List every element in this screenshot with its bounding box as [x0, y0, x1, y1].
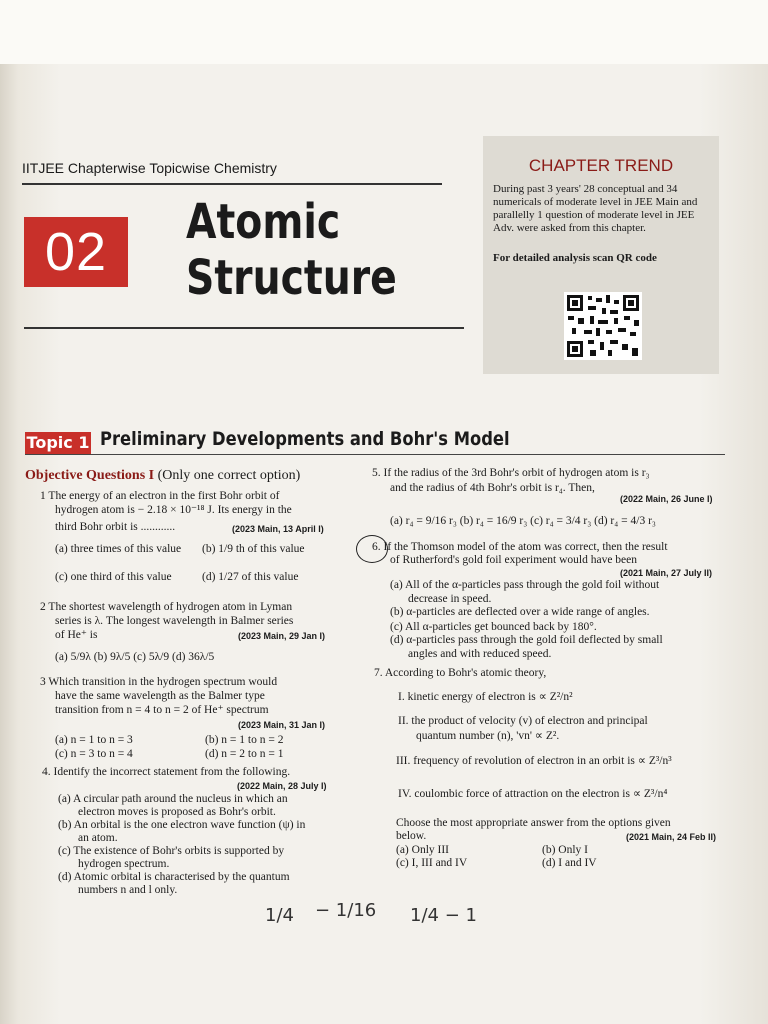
q7-statement-ii1: II. the product of velocity (v) of electron and principal — [398, 715, 648, 727]
q3-option-c: (c) n = 3 to n = 4 — [55, 748, 133, 760]
chapter-title-line2: Structure — [186, 250, 397, 306]
q1-line2: hydrogen atom is − 2.18 × 10⁻¹⁸ J. Its energy in the — [55, 504, 292, 516]
q7-statement-iii: III. frequency of revolution of electron in an orbit is ∝ Z³/n³ — [396, 755, 672, 767]
q3-line2: have the same wavelength as the Balmer type — [55, 690, 265, 702]
q2-options: (a) 5/9λ (b) 9λ/5 (c) 5λ/9 (d) 36λ/5 — [55, 651, 215, 663]
chapter-trend-heading: CHAPTER TREND — [528, 156, 674, 175]
q4-option-b1: (b) An orbital is the one electron wave function (ψ) in — [58, 819, 306, 831]
q7-statement-ii2: quantum number (n), 'vn' ∝ Z². — [416, 730, 560, 742]
q1-line3: third Bohr orbit is ............ — [55, 521, 176, 533]
q1-option-b: (b) 1/9 th of this value — [202, 543, 305, 555]
q6-option-a1: (a) All of the α-particles pass through the gold foil without — [390, 579, 660, 591]
q7-option-a: (a) Only III — [396, 844, 450, 856]
q1-option-d: (d) 1/27 of this value — [202, 571, 299, 583]
q4-option-a2: electron moves is proposed as Bohr's orbit. — [78, 806, 276, 818]
q2-line1: 2 The shortest wavelength of hydrogen atom in Lyman — [40, 601, 293, 613]
q6-option-c: (c) All α-particles get bounced back by 180°. — [390, 621, 597, 633]
q3-line1: 3 Which transition in the hydrogen spectrum would — [40, 676, 278, 688]
q7-option-d: (d) I and IV — [542, 857, 597, 869]
q6-option-b: (b) α-particles are deflected over a wide range of angles. — [390, 606, 650, 618]
chapter-title-line1: Atomic — [186, 194, 341, 250]
q3-line3: transition from n = 4 to n = 2 of He⁺ spectrum — [55, 704, 269, 716]
handwriting-2: − 1/16 — [315, 900, 377, 921]
chapter-trend-body: During past 3 years' 28 conceptual and 34 numericals of moderate level in JEE Main and parallelly 1 question of moderate level in JEE Adv. were asked from this chapter. — [493, 183, 698, 234]
q6-line2: of Rutherford's gold foil experiment would have been — [390, 554, 638, 566]
q1-line1: 1 The energy of an electron in the first Bohr orbit of — [40, 490, 280, 502]
q4-line1: 4. Identify the incorrect statement from the following. — [42, 766, 291, 778]
q3-option-b: (b) n = 1 to n = 2 — [205, 734, 284, 746]
q5-line1: 5. If the radius of the 3rd Bohr's orbit of hydrogen atom is r₃ — [372, 467, 650, 479]
q3-option-a: (a) n = 1 to n = 3 — [55, 734, 133, 746]
q5-source: (2022 Main, 26 June I) — [620, 494, 713, 504]
q1-option-a: (a) three times of this value — [55, 543, 182, 555]
q4-option-c2: hydrogen spectrum. — [78, 858, 170, 870]
q7-source: (2021 Main, 24 Feb II) — [626, 832, 717, 842]
q7-option-c: (c) I, III and IV — [396, 857, 468, 869]
q5-line2: and the radius of 4th Bohr's orbit is r₄. Then, — [390, 482, 595, 494]
topic-rule — [25, 454, 725, 455]
q7-statement-i: I. kinetic energy of electron is ∝ Z²/n² — [398, 691, 573, 703]
q4-source: (2022 Main, 28 July I) — [237, 781, 327, 791]
q3-option-d: (d) n = 2 to n = 1 — [205, 748, 284, 760]
q1-source: (2023 Main, 13 April I) — [232, 524, 324, 534]
q6-option-d1: (d) α-particles pass through the gold foil deflected by small — [390, 634, 663, 646]
handwriting-3: 1/4 − 1 — [410, 905, 477, 926]
topic-title: Preliminary Developments and Bohr's Model — [100, 428, 510, 450]
q4-option-c1: (c) The existence of Bohr's orbits is supported by — [58, 845, 285, 857]
q4-option-d2: numbers n and l only. — [78, 884, 178, 896]
q7-statement-iv: IV. coulombic force of attraction on the electron is ∝ Z³/n⁴ — [398, 788, 668, 800]
q2-source: (2023 Main, 29 Jan I) — [238, 631, 326, 641]
page-top-margin — [0, 0, 768, 70]
q4-option-d1: (d) Atomic orbital is characterised by the quantum — [58, 871, 290, 883]
header-rule — [22, 183, 442, 185]
section-heading — [25, 468, 300, 484]
q2-line3: of He⁺ is — [55, 629, 98, 641]
q7-option-b: (b) Only I — [542, 844, 588, 856]
q6-line1: 6. If the Thomson model of the atom was correct, then the result — [372, 541, 668, 553]
q1-option-c: (c) one third of this value — [55, 571, 172, 583]
q6-option-a2: decrease in speed. — [408, 593, 492, 605]
section-label: Objective Questions I — [25, 468, 155, 483]
q4-option-a1: (a) A circular path around the nucleus in which an — [58, 793, 288, 805]
qr-code-icon[interactable] — [564, 292, 642, 360]
q6-option-d2: angles and with reduced speed. — [408, 648, 552, 660]
q7-choose-line1: Choose the most appropriate answer from the options given — [396, 817, 671, 829]
handwriting-1: 1/4 — [265, 905, 294, 926]
section-note: (Only one correct option) — [157, 468, 301, 483]
q7-choose-line2: below. — [396, 830, 427, 842]
book-header: IITJEE Chapterwise Topicwise Chemistry — [22, 160, 277, 176]
q7-line1: 7. According to Bohr's atomic theory, — [374, 667, 547, 679]
q6-source: (2021 Main, 27 July II) — [620, 568, 713, 578]
q5-options: (a) r₄ = 9/16 r₃ (b) r₄ = 16/9 r₃ (c) r₄ = 3/4 r₃ (d) r₄ = 4/3 r₃ — [390, 515, 656, 527]
title-rule — [24, 327, 464, 329]
q4-option-b2: an atom. — [78, 832, 118, 844]
chapter-number: 02 — [24, 217, 128, 287]
qr-instruction: For detailed analysis scan QR code — [493, 252, 657, 264]
q2-line2: series is λ. The longest wavelength in Balmer series — [55, 615, 294, 627]
q3-source: (2023 Main, 31 Jan I) — [238, 720, 326, 730]
topic-badge: Topic 1 — [26, 433, 90, 452]
